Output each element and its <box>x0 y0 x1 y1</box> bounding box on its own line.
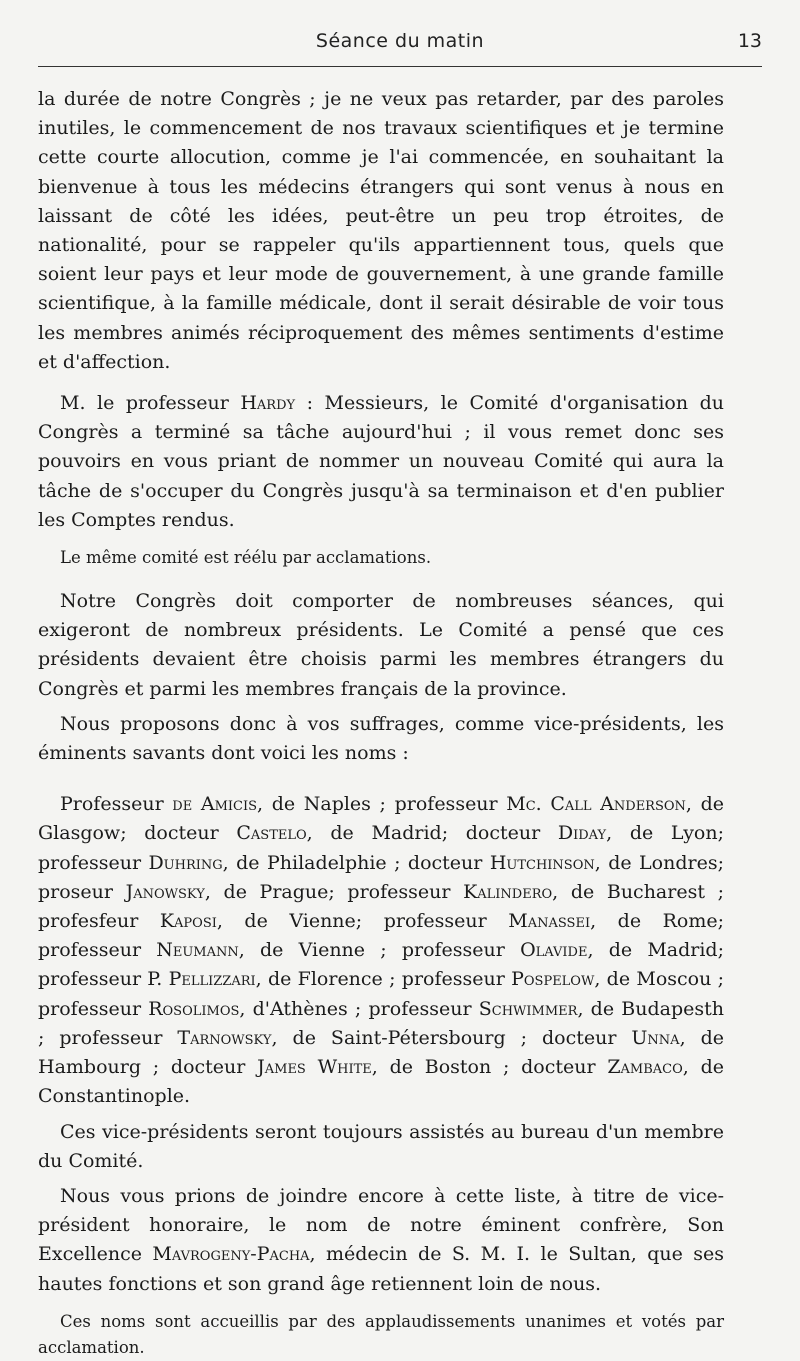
person-name: Rosolimos <box>148 997 240 1020</box>
list-text: , de Budapesth ; professeur <box>38 997 724 1049</box>
person-name: Olavide <box>520 939 588 962</box>
paragraph-continuation: la durée de notre Congrès ; je ne veux pas retarder, par des paroles inutiles, le commencement de nos travaux scientifiques et je termine cette courte allocution, comme je l'ai commencée, en souhaitant la bienvenue à tous les médecins étrangers qui sont venus à nous en laissant de côté les idées, peut-être un peu trop étroites, de nationalité, pour se rappeler qu'ils appartiennent tous, quels que soient leur pays et leur mode de gouvernement, à une grande famille scientifique, à la famille médicale, dont il serait désirable de voir tous les membres animés réciproquement des mêmes sentiments d'estime et d'affection. <box>38 88 724 373</box>
paragraph-hardy <box>38 389 724 535</box>
paragraph-assistance: Ces vice-présidents seront toujours assistés au bureau d'un membre du Comité. <box>38 1120 724 1172</box>
person-name: Pospelow <box>511 968 595 991</box>
list-text: Professeur <box>60 793 173 816</box>
person-name: Castelo <box>236 822 307 845</box>
list-text: , de Madrid; professeur P. <box>38 939 724 991</box>
header-rule <box>38 66 762 67</box>
person-name: Duhring <box>148 851 223 874</box>
speech-text: : Messieurs, le Comité d'organisation du Congrès a terminé sa tâche aujourd'hui ; il vous remet donc ses pouvoirs en vous priant de nommer un nouveau Comité qui aura la tâche de s'occuper du Congrès jusqu'à sa terminaison et d'en publier les Comptes rendus. <box>38 392 724 531</box>
paragraph-proposal: Nous proposons donc à vos suffrages, comme vice-présidents, les éminents savants dont voici les noms : <box>38 712 724 765</box>
person-name: Kaposi <box>159 910 217 933</box>
paragraph-vice-presidents-list <box>38 790 724 1111</box>
list-text: , de Madrid; docteur <box>306 822 558 845</box>
list-text: , d'Athènes ; professeur <box>239 997 479 1020</box>
list-text: , de Vienne; professeur <box>216 910 509 933</box>
note-reelection: Le même comité est réélu par acclamations. <box>60 548 432 568</box>
note-acclamation: Ces noms sont accueillis par des applaudissements unanimes et votés par acclamation. <box>38 1311 724 1357</box>
person-name: Hutchinson <box>489 851 595 874</box>
person-name: Janowsky <box>125 880 205 903</box>
list-text: , de Florence ; professeur <box>255 968 512 991</box>
list-text: , de Saint-Pétersbourg ; docteur <box>271 1026 632 1049</box>
person-name: Pellizzari <box>168 968 256 991</box>
person-name: Neumann <box>156 939 239 962</box>
speaker-name: Hardy <box>240 392 296 415</box>
page-header <box>38 30 762 56</box>
list-text: , de Rome; professeur <box>38 910 724 962</box>
person-name: Zambaco <box>607 1056 683 1079</box>
list-text: , de Hambourg ; docteur <box>38 1026 724 1079</box>
running-title: Séance du matin <box>315 30 485 52</box>
person-name: Schwimmer <box>478 997 578 1020</box>
person-name: de Amicis <box>172 793 258 816</box>
person-name: Diday <box>557 822 607 845</box>
list-text: , de Naples ; professeur <box>257 793 507 816</box>
paragraph-honorary <box>38 1182 724 1299</box>
list-text: , de Moscou ; professeur <box>38 968 725 1020</box>
list-text: , de Lyon; professeur <box>38 822 725 874</box>
list-text: , de Glasgow; docteur <box>38 793 725 845</box>
list-text: , de Bucharest ; profesfeur <box>38 880 724 933</box>
list-text: , de Prague; professeur <box>204 880 464 903</box>
list-text: , de Boston ; docteur <box>371 1056 608 1079</box>
body-text <box>38 85 724 1361</box>
honorary-name: Mavrogeny-Pacha <box>152 1243 310 1266</box>
person-name: James White <box>257 1056 372 1079</box>
page-number: 13 <box>737 30 762 52</box>
person-name: Manassei <box>508 910 591 933</box>
honorary-text: Nous vous prions de joindre encore à cette liste, à titre de vice-président honoraire, le nom de notre éminent confrère, Son Excellence <box>38 1184 724 1266</box>
person-name: Unna <box>631 1026 680 1049</box>
paragraph-presidents: Notre Congrès doit comporter de nombreuses séances, qui exigeront de nombreux présidents. Le Comité a pensé que ces présidents devaient être choisis parmi les membres étrangers du Congrès et parmi les membres français de la province. <box>38 590 724 700</box>
lead-text: M. le professeur <box>60 392 229 415</box>
list-text: , de Londres; proseur <box>38 851 724 903</box>
list-text: , de Vienne ; professeur <box>238 939 521 962</box>
person-name: Tarnowsky <box>177 1026 272 1049</box>
list-text: , de Constantinople. <box>38 1056 724 1108</box>
person-name: Mc. Call Anderson <box>506 793 686 816</box>
person-name: Kalindero <box>463 880 553 903</box>
honorary-text-end: , médecin de S. M. I. le Sultan, que ses hautes fonctions et son grand âge retiennent loin de nous. <box>38 1243 724 1295</box>
list-text: , de Philadelphie ; docteur <box>222 851 490 874</box>
